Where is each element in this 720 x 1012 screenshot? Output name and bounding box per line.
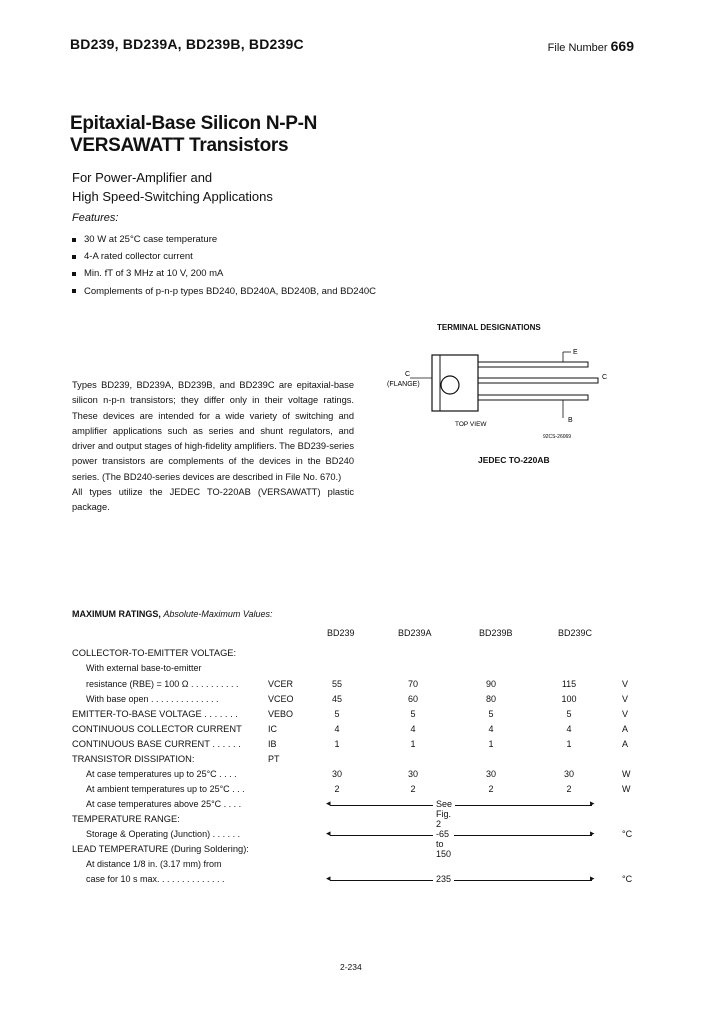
span-arrow-line [330, 835, 592, 836]
feature-item [72, 283, 376, 300]
subtitle-line-1: For Power-Amplifier and [72, 170, 213, 185]
rating-symbol: VCER [268, 679, 294, 689]
rating-value: 70 [407, 679, 418, 689]
rating-label: EMITTER-TO-BASE VOLTAGE . . . . . . . [72, 709, 238, 719]
rating-unit: W [622, 769, 631, 779]
rating-symbol: VCEO [268, 694, 294, 704]
span-text: See Fig. 2 [433, 799, 455, 829]
rating-label: At case temperatures up to 25°C . . . . [86, 769, 237, 779]
rating-value: 2 [566, 784, 572, 794]
label-flange: (FLANGE) [387, 381, 420, 388]
rating-value: 90 [485, 679, 496, 689]
arrow-left-icon: ◂ [326, 873, 331, 883]
rating-label: At distance 1/8 in. (3.17 mm) from [86, 859, 222, 869]
rating-value: 4 [410, 724, 416, 734]
rating-label: case for 10 s max. . . . . . . . . . . . . . [86, 874, 225, 884]
max-ratings-subtitle: Absolute-Maximum Values: [163, 609, 273, 619]
bullet-icon [72, 238, 76, 242]
feature-text: Complements of p-n-p types BD240, BD240A, BD240B, and BD240C [84, 285, 377, 297]
description-paragraph-2: All types utilize the JEDEC TO-220AB (VERSAWATT) plastic package. [72, 487, 354, 513]
page-number: 2-234 [340, 962, 362, 972]
arrow-left-icon: ◂ [326, 828, 331, 838]
package-body [432, 355, 478, 411]
description [72, 378, 354, 516]
column-header-bd239a: BD239A [398, 628, 432, 638]
arrow-right-icon: ▸ [590, 798, 595, 808]
rating-unit: °C [622, 829, 633, 839]
rating-value: 1 [334, 739, 340, 749]
max-ratings-heading [72, 609, 273, 619]
column-header-bd239: BD239 [327, 628, 355, 638]
label-c-right: C [602, 374, 608, 381]
rating-label: At case temperatures above 25°C . . . . [86, 799, 242, 809]
rating-value: 100 [561, 694, 577, 704]
rating-value: 4 [334, 724, 340, 734]
rating-value: 5 [566, 709, 572, 719]
label-e: E [573, 349, 578, 356]
arrow-right-icon: ▸ [590, 873, 595, 883]
rating-value: 30 [563, 769, 574, 779]
feature-item [72, 248, 376, 265]
title-line-1: Epitaxial-Base Silicon N-P-N [70, 113, 318, 134]
rating-label: CONTINUOUS COLLECTOR CURRENT [72, 724, 242, 734]
rating-label: resistance (RBE) = 100 Ω . . . . . . . . . . [86, 679, 239, 689]
file-number [548, 38, 634, 54]
span-arrow-line [330, 880, 592, 881]
rating-label: Storage & Operating (Junction) . . . . . . [86, 829, 241, 839]
rating-symbol: IB [268, 739, 277, 749]
subtitle-line-2: High Speed-Switching Applications [72, 189, 273, 204]
rating-value: 30 [407, 769, 418, 779]
rating-value: 1 [488, 739, 494, 749]
lead-base [478, 395, 588, 400]
rating-value: 4 [488, 724, 494, 734]
part-numbers-header: BD239, BD239A, BD239B, BD239C [70, 36, 304, 52]
feature-text: 30 W at 25°C case temperature [84, 234, 218, 245]
to220-package-diagram [385, 338, 615, 448]
rating-value: 45 [331, 694, 342, 704]
feature-text: Min. fT of 3 MHz at 10 V, 200 mA [84, 268, 224, 280]
rating-label: TRANSISTOR DISSIPATION: [72, 754, 195, 764]
column-header-bd239c: BD239C [558, 628, 593, 638]
label-b: B [568, 417, 573, 424]
rating-value: 30 [485, 769, 496, 779]
file-number-label: File Number [547, 42, 608, 54]
package-label: JEDEC TO-220AB [478, 455, 550, 465]
rating-value: 115 [561, 679, 577, 689]
lead-collector [478, 378, 598, 383]
rating-value: 4 [566, 724, 572, 734]
mounting-hole-icon [441, 376, 459, 394]
arrow-left-icon: ◂ [326, 798, 331, 808]
bullet-icon [72, 272, 76, 276]
label-c-left: C [405, 371, 411, 378]
rating-value: 2 [488, 784, 494, 794]
bullet-icon [72, 255, 76, 259]
span-arrow-line [330, 805, 592, 806]
rating-unit: V [622, 709, 629, 719]
rating-unit: W [622, 784, 631, 794]
feature-item [72, 231, 376, 248]
rating-symbol: IC [268, 724, 277, 734]
rating-value: 80 [485, 694, 496, 704]
label-top-view: TOP VIEW [455, 421, 487, 428]
feature-text: 4-A rated collector current [84, 251, 193, 263]
rating-label: With external base-to-emitter [86, 663, 202, 673]
terminal-designations-title: TERMINAL DESIGNATIONS [437, 323, 541, 332]
arrow-right-icon: ▸ [590, 828, 595, 838]
title-line-2: VERSAWATT Transistors [70, 135, 289, 156]
document-title [70, 113, 317, 157]
span-text: 235 [433, 874, 454, 884]
rating-value: 2 [334, 784, 340, 794]
bullet-icon [72, 289, 76, 293]
max-ratings-title: MAXIMUM RATINGS, [72, 609, 161, 619]
column-header-bd239b: BD239B [479, 628, 513, 638]
document-subtitle [72, 168, 273, 206]
rating-unit: A [622, 724, 629, 734]
rating-unit: V [622, 694, 629, 704]
rating-label: TEMPERATURE RANGE: [72, 814, 180, 824]
rating-value: 55 [331, 679, 342, 689]
rating-value: 5 [488, 709, 494, 719]
rating-value: 30 [331, 769, 342, 779]
rating-label: With base open . . . . . . . . . . . . . . [86, 694, 219, 704]
rating-label: CONTINUOUS BASE CURRENT . . . . . . [72, 739, 241, 749]
description-paragraph-1: Types BD239, BD239A, BD239B, and BD239C are epitaxial-base silicon n-p-n transistors; they differ only in their voltage ratings. These devices are intended for a wide variety of switching and amplifier applications such as series and shunt regulators, and driver and output stages of high-fidelity amplifiers. The BD239-series power transistors are complements of the devices in the BD240 series. (The BD240-series devices are described in File No. 670.) [72, 380, 354, 482]
rating-value: 5 [410, 709, 416, 719]
rating-value: 1 [566, 739, 572, 749]
rating-symbol: VEBO [268, 709, 294, 719]
rating-value: 60 [407, 694, 418, 704]
drawing-number: 92CS-26069 [543, 434, 572, 440]
lead-emitter [478, 362, 588, 367]
features-list [72, 231, 376, 300]
file-number-value: 669 [610, 38, 634, 54]
rating-value: 5 [334, 709, 340, 719]
rating-label: COLLECTOR-TO-EMITTER VOLTAGE: [72, 648, 237, 658]
rating-symbol: PT [268, 754, 280, 764]
span-text: -65 to 150 [433, 829, 454, 859]
features-heading: Features: [72, 212, 119, 224]
feature-item [72, 265, 376, 282]
rating-label: LEAD TEMPERATURE (During Soldering): [72, 844, 249, 854]
rating-unit: A [622, 739, 629, 749]
rating-unit: V [622, 679, 629, 689]
rating-label: At ambient temperatures up to 25°C . . . [86, 784, 245, 794]
rating-unit: °C [622, 874, 633, 884]
rating-value: 1 [410, 739, 416, 749]
rating-value: 2 [410, 784, 416, 794]
